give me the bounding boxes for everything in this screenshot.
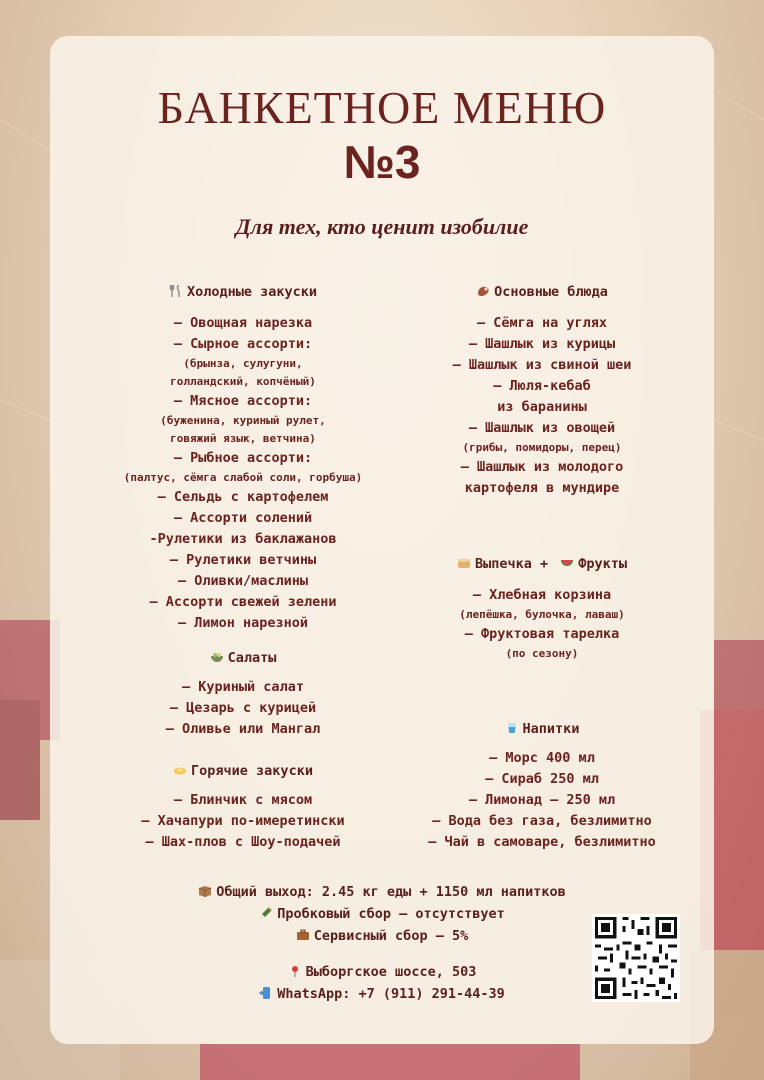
total-output-line	[0, 884, 764, 900]
list-item: – Сырное ассорти:	[173, 336, 313, 352]
list-item: – Блинчик с мясом	[173, 792, 313, 808]
list-item: – Цезарь с курицей	[169, 700, 317, 716]
section-main-dishes	[392, 282, 692, 499]
list-note: (палтус, сёмга слабой соли, горбуша)	[123, 471, 363, 484]
list-item: – Лимон нарезной	[177, 615, 309, 631]
total-output-text: Общий выход: 2.45 кг еды + 1150 мл напитков	[216, 884, 566, 900]
list-note: (грибы, помидоры, перец)	[462, 441, 622, 454]
list-item: – Сираб 250 мл	[485, 771, 599, 787]
list-item: – Мясное ассорти:	[173, 393, 313, 409]
list-item: – Шашлык из молодого	[460, 459, 624, 475]
service-text: Сервисный сбор — 5%	[313, 928, 469, 944]
list-item: – Чай в самоваре, безлимитно	[428, 834, 656, 850]
phone-icon	[259, 987, 273, 999]
section-hot-snacks	[98, 761, 388, 853]
list-note: (брынза, сулугуни,	[183, 357, 303, 370]
list-item: – Ассорти свежей зелени	[149, 594, 337, 610]
drink-icon	[505, 722, 519, 734]
qr-code[interactable]	[592, 914, 680, 1002]
section-title-cold-label: Холодные закуски	[186, 284, 318, 300]
section-title-salads-label: Салаты	[227, 650, 277, 666]
section-title-cold	[98, 282, 388, 302]
section-title-main-label: Основные блюда	[494, 284, 608, 300]
section-title-bakery-label: Выпечка +	[474, 556, 549, 572]
list-item: – Морс 400 мл	[489, 750, 595, 766]
list-note: голландский, копчёный)	[170, 375, 316, 388]
list-item: – Ассорти солений	[173, 510, 313, 526]
list-note: говяжий язык, ветчина)	[170, 432, 316, 445]
fork-knife-icon	[169, 285, 183, 297]
list-item: – Фруктовая тарелка	[464, 626, 620, 642]
list-item: – Сёмга на углях	[476, 315, 608, 331]
menu-number: №3	[343, 136, 421, 188]
list-item: – Вода без газа, безлимитно	[432, 813, 652, 829]
bread-icon	[457, 557, 471, 569]
section-bakery-fruits	[392, 554, 692, 663]
briefcase-icon	[296, 929, 310, 941]
list-item: картофеля в мундире	[464, 480, 620, 496]
list-item: – Шашлык из свиной шеи	[452, 357, 632, 373]
section-drinks	[392, 719, 692, 853]
list-item: – Шах-плов с Шоу-подачей	[145, 834, 341, 850]
list-note: (лепёшка, булочка, лаваш)	[459, 608, 625, 621]
list-item: – Лимонад — 250 мл	[468, 792, 616, 808]
salad-icon	[210, 651, 224, 663]
menu-title: БАНКЕТНОЕ МЕНЮ	[157, 82, 607, 133]
section-title-drinks	[392, 719, 692, 739]
whatsapp-text[interactable]: WhatsApp: +7 (911) 291-44-39	[277, 986, 505, 1002]
meat-icon	[476, 285, 490, 297]
section-title-main	[392, 282, 692, 302]
section-title-bakery	[392, 554, 692, 574]
list-item: из баранины	[497, 399, 587, 415]
list-item: – Шашлык из курицы	[468, 336, 616, 352]
list-item: – Шашлык из овощей	[468, 420, 616, 436]
address-text: Выборгское шоссе, 503	[305, 964, 477, 980]
section-title-salads	[98, 648, 388, 668]
list-item: – Хлебная корзина	[472, 587, 612, 603]
section-salads	[98, 648, 388, 740]
section-cold-snacks	[98, 282, 388, 634]
box-icon	[198, 885, 212, 897]
section-title-hot	[98, 761, 388, 781]
list-note: (буженина, куриный рулет,	[160, 414, 326, 427]
list-item: – Оливье или Мангал	[165, 721, 321, 737]
list-item: – Рулетики ветчины	[169, 552, 317, 568]
list-item: – Овощная нарезка	[173, 315, 313, 331]
pin-icon	[288, 965, 302, 977]
corkage-text: Пробковый сбор — отсутствует	[277, 906, 505, 922]
section-title-drinks-label: Напитки	[522, 721, 580, 737]
list-item: – Рыбное ассорти:	[173, 450, 313, 466]
bottle-icon	[259, 907, 273, 919]
list-item: -Рулетики из баклажанов	[149, 531, 337, 547]
section-title-fruits-label: Фрукты	[578, 556, 628, 572]
list-item: – Люля-кебаб	[493, 378, 591, 394]
list-item: – Сельдь с картофелем	[157, 489, 329, 505]
watermelon-icon	[560, 557, 574, 569]
menu-subtitle: Для тех, кто ценит изобилие	[235, 214, 529, 239]
list-item: – Оливки/маслины	[177, 573, 309, 589]
flatbread-icon	[173, 764, 187, 776]
list-item: – Куриный салат	[182, 679, 304, 695]
list-item: – Хачапури по-имеретински	[141, 813, 345, 829]
list-note: (по сезону)	[505, 647, 579, 660]
section-title-hot-label: Горячие закуски	[191, 763, 313, 779]
